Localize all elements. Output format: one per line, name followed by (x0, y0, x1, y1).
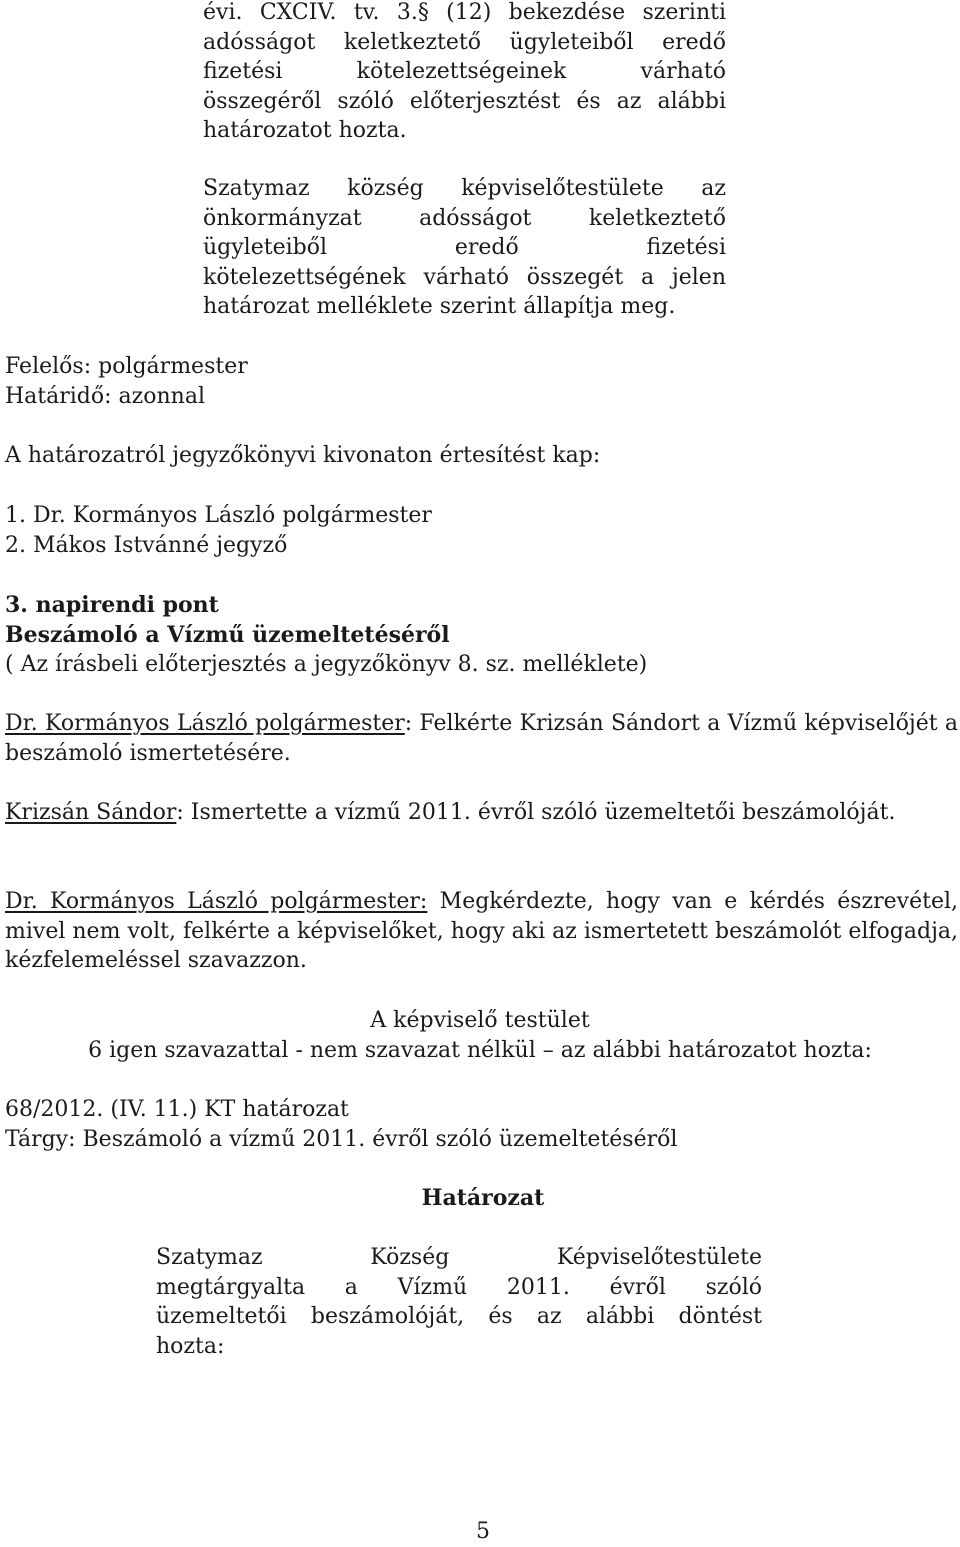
speaker-name: Dr. Kormányos László polgármester: (5, 889, 428, 914)
speech-krizsan-text (5, 798, 958, 828)
decision-number: 68/2012. (IV. 11.) KT határozat (5, 1097, 349, 1122)
recipient-item: 2. Mákos Istvánné jegyző (5, 532, 288, 558)
page-number-text: 5 (476, 1519, 490, 1544)
intro-paragraph (203, 0, 726, 146)
resolution-text (203, 174, 726, 322)
agenda-title: Beszámoló a Vízmű üzemeltetéséről (5, 621, 450, 648)
intro-line: határozatot hozta. (203, 118, 407, 143)
responsibility-block (5, 352, 248, 411)
intro-line: évi. CXCIV. tv. 3.§ (12) bekezdése szerinti (203, 0, 726, 25)
intro-line: adósságot keletkeztető ügyleteiből eredő (203, 29, 726, 55)
speech-mayor-1-text (5, 709, 958, 768)
speaker-name: Dr. Kormányos László polgármester (5, 711, 405, 736)
speaker-name: Krizsán Sándor (5, 800, 177, 825)
decision-line: Szatymaz Község Képviselőtestülete (156, 1245, 762, 1270)
notification-heading (5, 441, 600, 471)
decision-heading (0, 1184, 960, 1214)
decision-body (156, 1243, 762, 1361)
decision-reference (5, 1095, 677, 1154)
agenda-item (5, 591, 647, 680)
resolution-line: kötelezettségének várható összegét a jelen (203, 264, 726, 290)
speech-mayor-2 (5, 887, 958, 976)
resolution-line: ügyleteiből eredő fizetési (203, 235, 726, 260)
page-number (0, 1517, 960, 1547)
vote-line-2: 6 igen szavazattal - nem szavazat nélkül – az alábbi határozatot hozta: (88, 1037, 872, 1063)
speech-mayor-2-text (5, 887, 958, 976)
agenda-note: ( Az írásbeli előterjesztés a jegyzőkönyv 8. sz. melléklete) (5, 652, 648, 677)
decision-subject: Tárgy: Beszámoló a vízmű 2011. évről szóló üzemeltetéséről (5, 1126, 678, 1152)
vote-line-1: A képviselő testület (370, 1008, 590, 1033)
speech-mayor-1 (5, 709, 958, 768)
responsible-line: Felelős: polgármester (5, 354, 248, 379)
speech-krizsan (5, 798, 958, 828)
vote-result (0, 1006, 960, 1065)
resolution-line: határozat melléklete szerint állapítja meg. (203, 294, 676, 319)
decision-line: hozta: (156, 1333, 225, 1359)
recipient-item: 1. Dr. Kormányos László polgármester (5, 503, 432, 528)
decision-line: megtárgyalta a Vízmű 2011. évről szóló (156, 1274, 762, 1300)
decision-heading-text: Határozat (421, 1185, 545, 1211)
speech-content: Megkérdezte, hogy van e kérdés észrevétel, mivel nem volt, felkérte a képviselőket, hogy aki az ismertetett beszámolót elfogadja, kézfelemeléssel szavazzon. (5, 889, 958, 973)
recipients-list (5, 501, 432, 560)
deadline-line: Határidő: azonnal (5, 383, 205, 409)
notification-heading-text: A határozatról jegyzőkönyvi kivonaton értesítést kap: (5, 443, 601, 468)
resolution-line: Szatymaz község képviselőtestülete az (203, 176, 726, 201)
decision-line: üzemeltetői beszámolóját, és az alábbi döntést (156, 1304, 762, 1329)
intro-line: fizetési kötelezettségeinek várható (203, 59, 726, 84)
speech-content: : Ismertette a vízmű 2011. évről szóló üzemeltetői beszámolóját. (176, 800, 896, 825)
agenda-number: 3. napirendi pont (5, 592, 219, 618)
resolution-line: önkormányzat adósságot keletkeztető (203, 205, 726, 231)
intro-line: összegéről szóló előterjesztést és az alábbi (203, 88, 726, 114)
speech-content: : Felkérte Krizsán Sándort a Vízmű képviselőjét a beszámoló ismertetésére. (5, 711, 958, 766)
